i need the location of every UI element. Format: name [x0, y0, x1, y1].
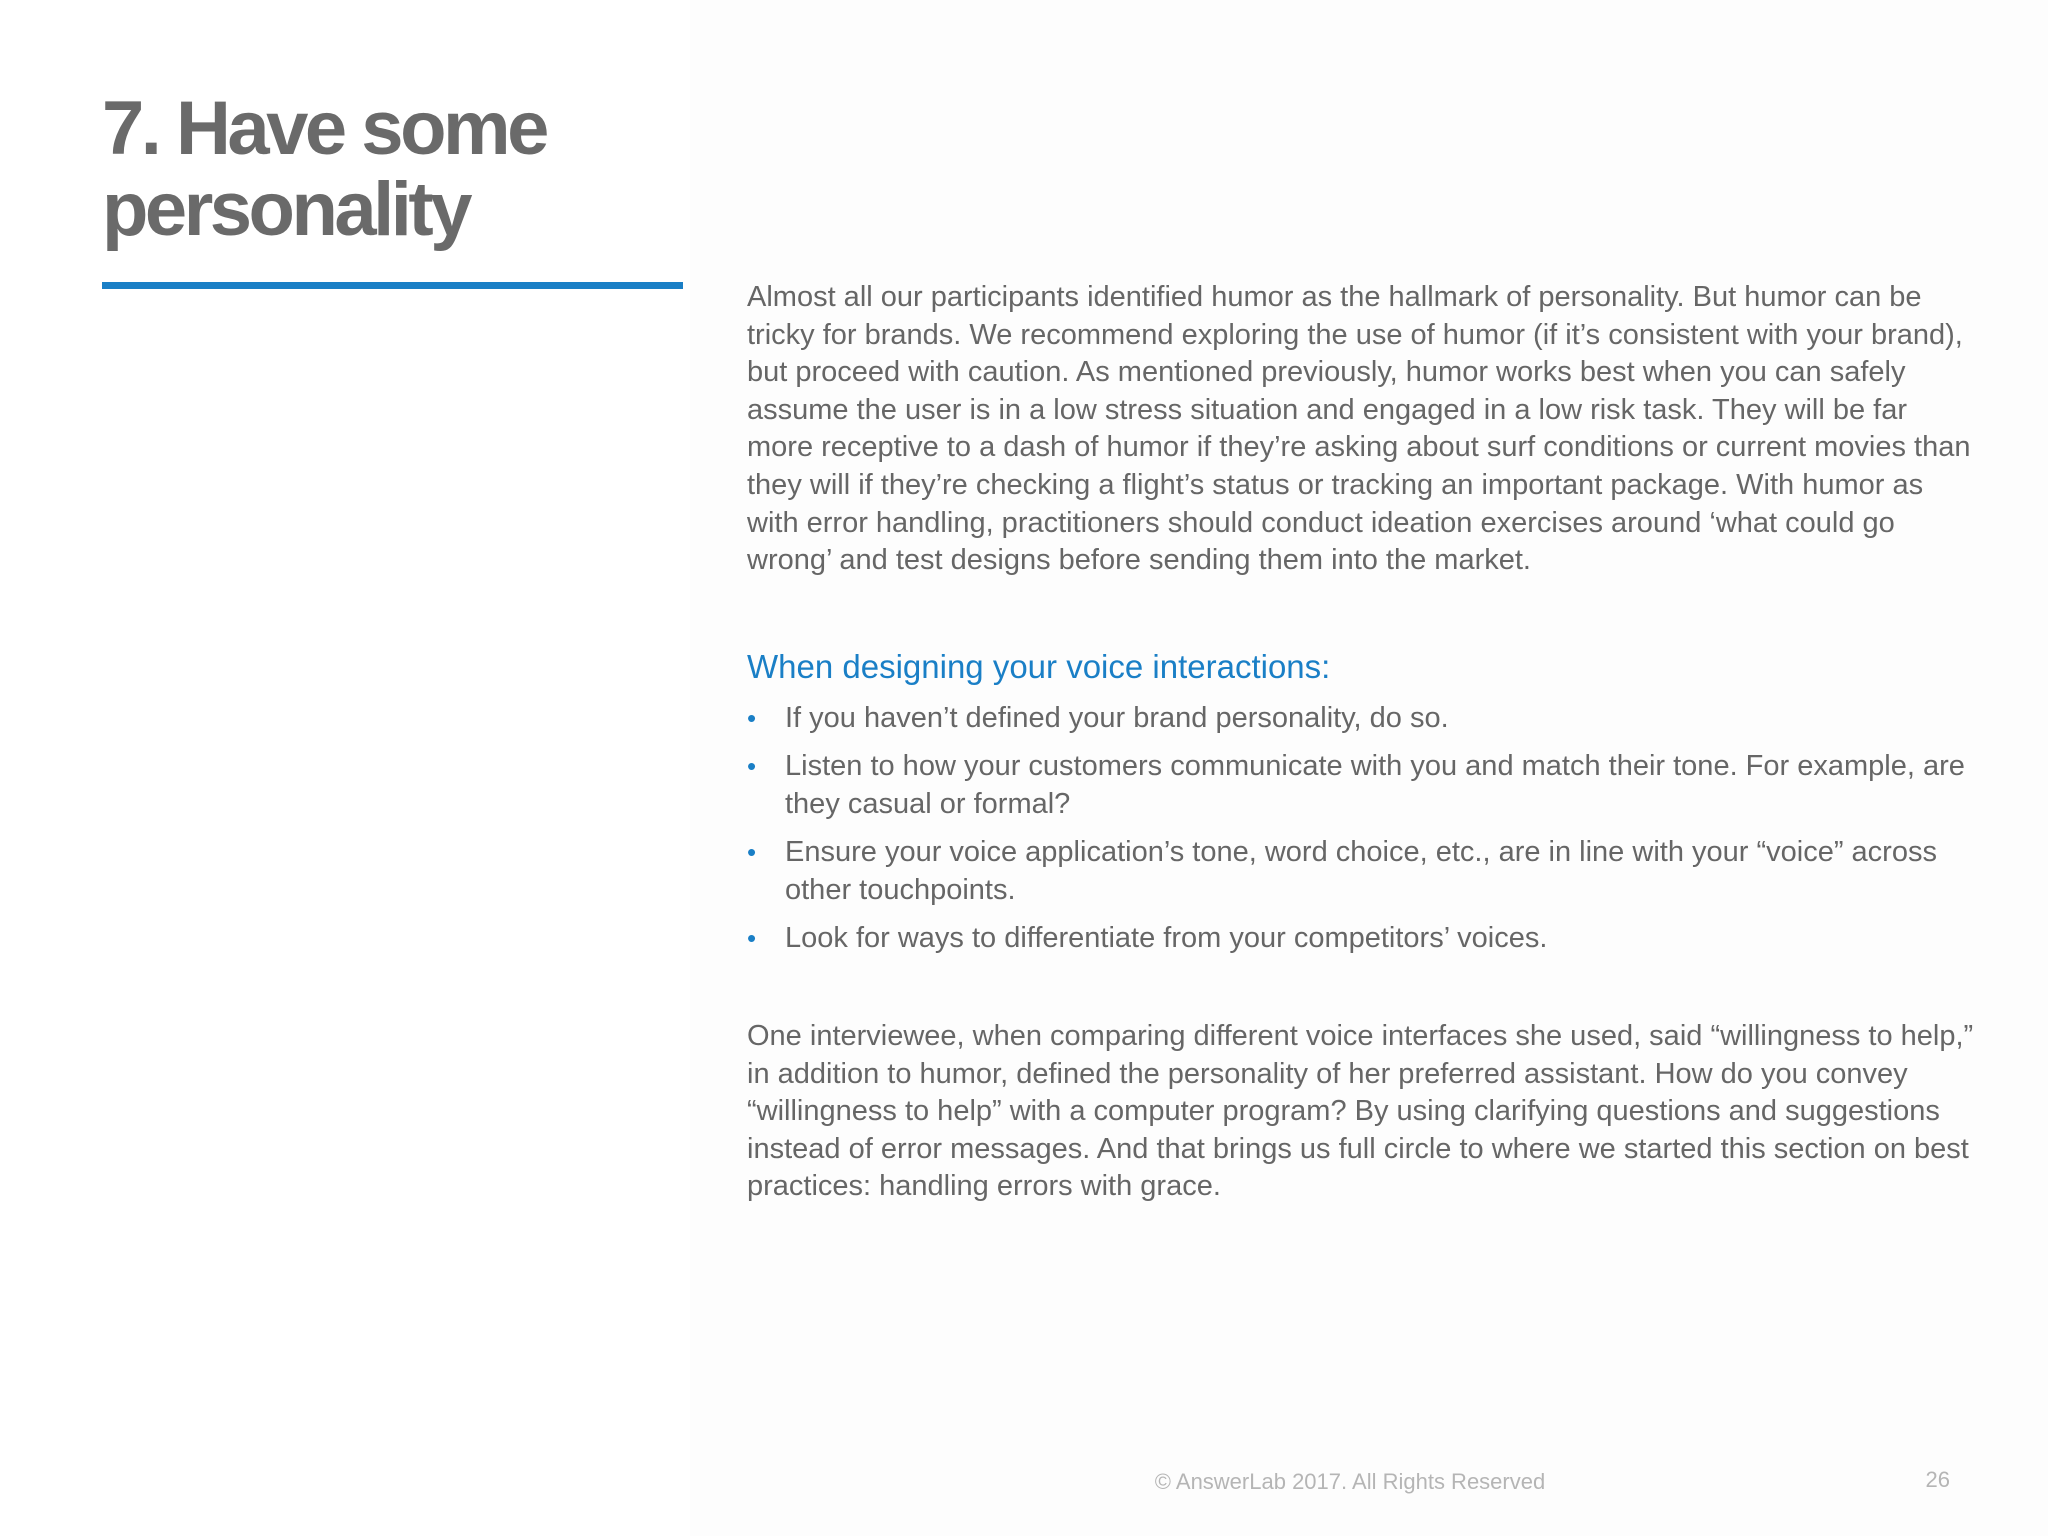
bullet-icon: •: [747, 751, 757, 781]
page-number: 26: [1925, 1467, 1950, 1492]
list-item: [747, 747, 1977, 823]
list-item: [747, 919, 1977, 957]
tip-text: If you haven’t defined your brand personality, do so.: [785, 702, 1449, 734]
tip-text: Listen to how your customers communicate with you and match their tone. For example, are they casual or formal?: [785, 750, 1965, 820]
slide-title: 7. Have some personality: [102, 86, 546, 252]
footer-copyright: © AnswerLab 2017. All Rights Reserved: [1154, 1469, 1546, 1494]
bullet-icon: •: [747, 703, 757, 733]
bullet-icon: •: [747, 837, 757, 867]
closing-paragraph: One interviewee, when comparing different voice interfaces she used, said “willingness to help,” in addition to humor, defined the personality of her preferred assistant. How do you convey “willingness to help” with a computer program? By using clarifying questions and suggestions instead of error messages. And that brings us full circle to where we started this section on best practices: handling errors with grace.: [747, 1020, 1974, 1203]
tip-text: Ensure your voice application’s tone, word choice, etc., are in line with your “voice” across other touchpoints.: [785, 836, 1937, 906]
bullet-icon: •: [747, 923, 757, 953]
title-underline: [102, 282, 683, 289]
tip-text: Look for ways to differentiate from your competitors’ voices.: [785, 922, 1548, 954]
list-item: [747, 833, 1977, 909]
list-item: [747, 699, 1977, 737]
tips-list: [747, 699, 1977, 967]
section-subheading: When designing your voice interactions:: [747, 648, 1331, 685]
intro-paragraph: Almost all our participants identified humor as the hallmark of personality. But humor can be tricky for brands. We recommend exploring the use of humor (if it’s consistent with your brand), but proceed with caution. As mentioned previously, humor works best when you can safely assume the user is in a low stress situation and engaged in a low risk task. They will be far more receptive to a dash of humor if they’re asking about surf conditions or current movies than they will if they’re checking a flight’s status or tracking an important package. With humor as with error handling, practitioners should conduct ideation exercises around ‘what could go wrong’ and test designs before sending them into the market.: [747, 281, 1971, 577]
